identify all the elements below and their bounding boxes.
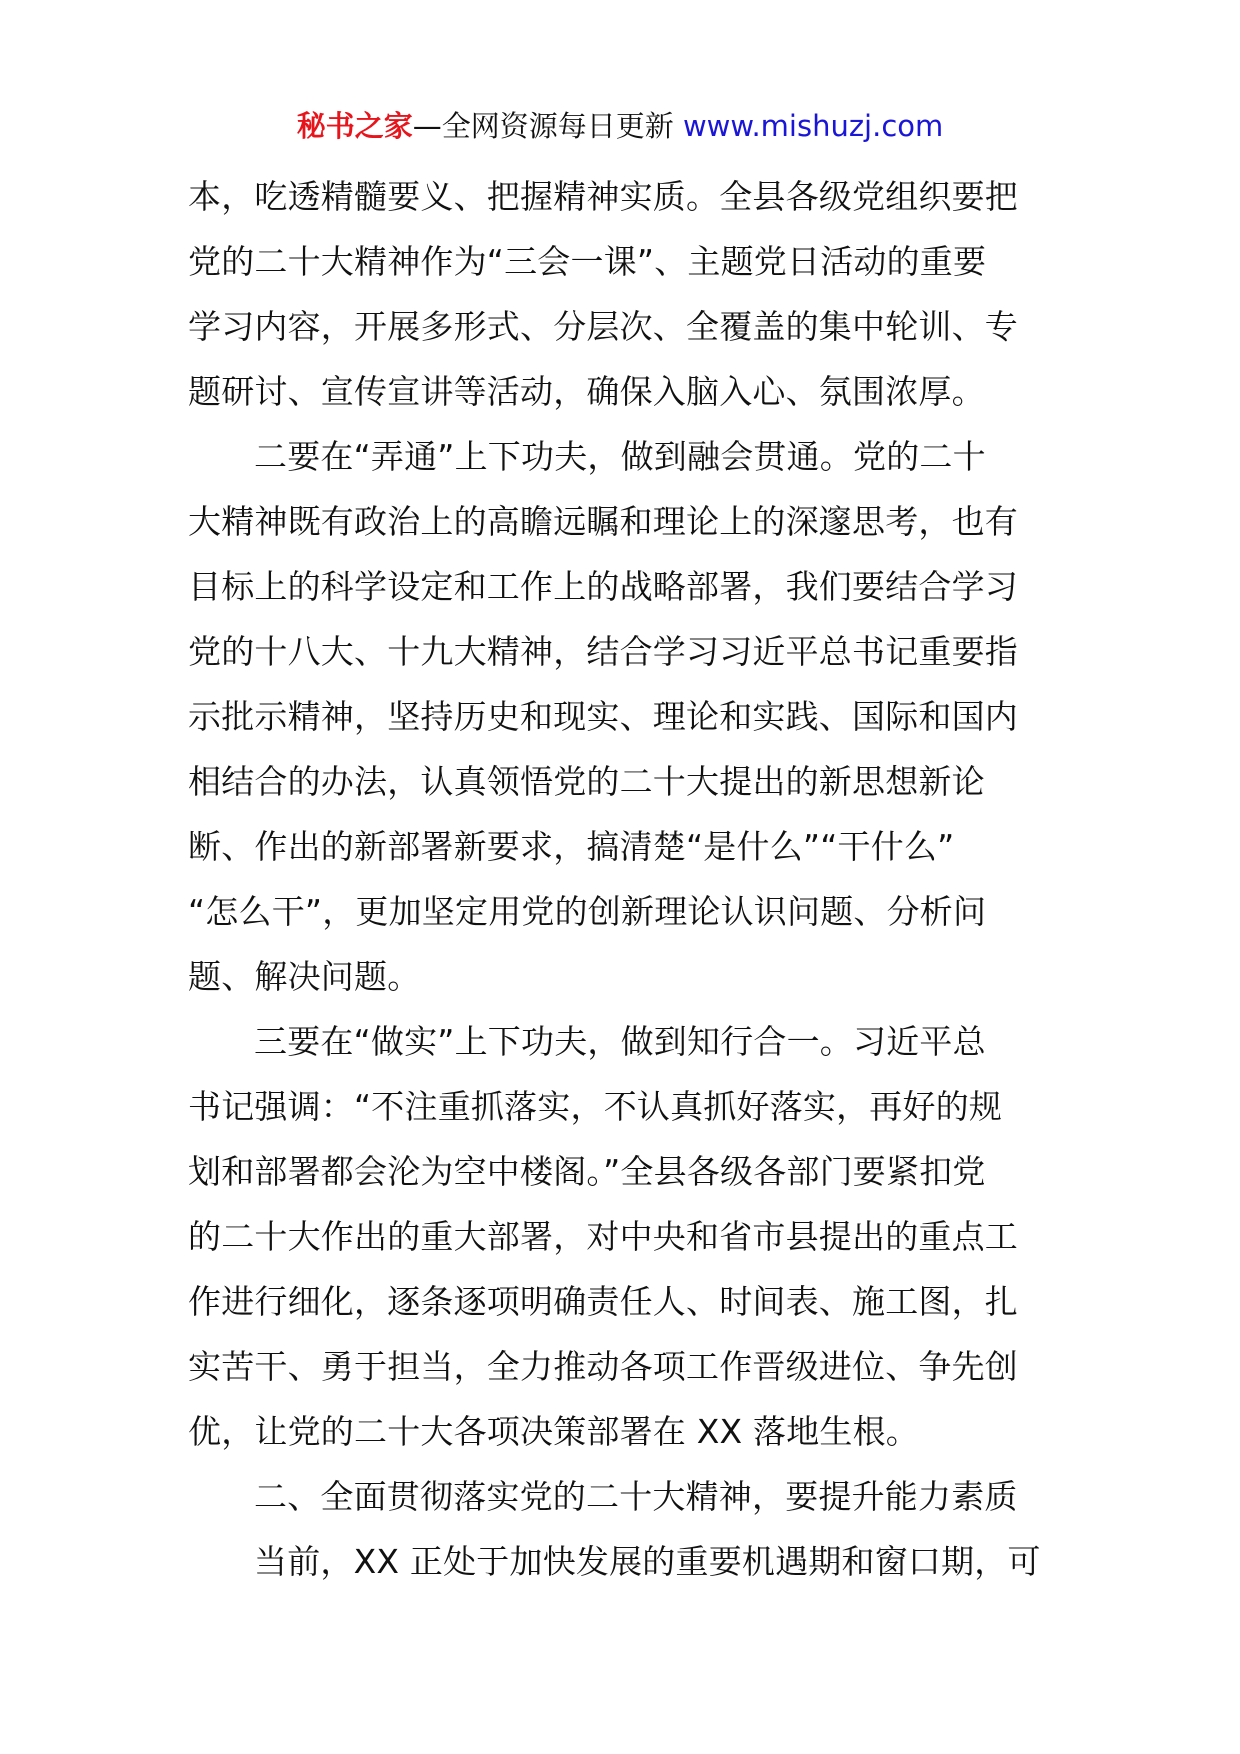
text-line: 党的二十大精神作为“三会一课”、主题党日活动的重要 bbox=[188, 242, 987, 281]
document-body bbox=[188, 164, 1058, 1594]
text-line: 相结合的办法，认真领悟党的二十大提出的新思想新论 bbox=[188, 762, 985, 801]
text-line: 大精神既有政治上的高瞻远瞩和理论上的深邃思考，也有 bbox=[188, 502, 1018, 541]
text-line: 断、作出的新部署新要求，搞清楚“是什么”“干什么” bbox=[188, 827, 955, 866]
paragraph-start-line: 三要在“做实”上下功夫，做到知行合一。习近平总 bbox=[254, 1022, 986, 1061]
text-line: 示批示精神，坚持历史和现实、理论和实践、国际和国内 bbox=[188, 697, 1018, 736]
site-watermark-header bbox=[0, 98, 1240, 154]
paragraph-start-line: 当前，XX 正处于加快发展的重要机遇期和窗口期，可 bbox=[254, 1542, 1041, 1581]
text-line: 书记强调：“不注重抓落实，不认真抓好落实，再好的规 bbox=[188, 1087, 1003, 1126]
text-line: 划和部署都会沦为空中楼阁。”全县各级各部门要紧扣党 bbox=[188, 1152, 986, 1191]
header-tagline: —全网资源每日更新 bbox=[412, 109, 674, 143]
text-line: 本，吃透精髓要义、把握精神实质。全县各级党组织要把 bbox=[188, 177, 1018, 216]
text-line: 题、解决问题。 bbox=[188, 957, 421, 996]
paragraph-start-line: 二要在“弄通”上下功夫，做到融会贯通。党的二十 bbox=[254, 437, 986, 476]
text-line: 目标上的科学设定和工作上的战略部署，我们要结合学习 bbox=[188, 567, 1018, 606]
text-line: 题研讨、宣传宣讲等活动，确保入脑入心、氛围浓厚。 bbox=[188, 372, 985, 411]
text-line: 实苦干、勇于担当，全力推动各项工作晋级进位、争先创 bbox=[188, 1347, 1018, 1386]
text-line: 党的十八大、十九大精神，结合学习习近平总书记重要指 bbox=[188, 632, 1018, 671]
text-line: “怎么干”，更加坚定用党的创新理论认识问题、分析问 bbox=[188, 892, 987, 931]
site-url: www.mishuzj.com bbox=[682, 109, 944, 143]
brand-name: 秘书之家 bbox=[296, 109, 413, 143]
text-line: 学习内容，开展多形式、分层次、全覆盖的集中轮训、专 bbox=[188, 307, 1018, 346]
section-heading: 二、全面贯彻落实党的二十大精神，要提升能力素质 bbox=[254, 1477, 1018, 1516]
text-line: 的二十大作出的重大部署，对中央和省市县提出的重点工 bbox=[188, 1217, 1018, 1256]
text-line: 优，让党的二十大各项决策部署在 XX 落地生根。 bbox=[188, 1412, 919, 1451]
text-line: 作进行细化，逐条逐项明确责任人、时间表、施工图，扎 bbox=[188, 1282, 1018, 1321]
